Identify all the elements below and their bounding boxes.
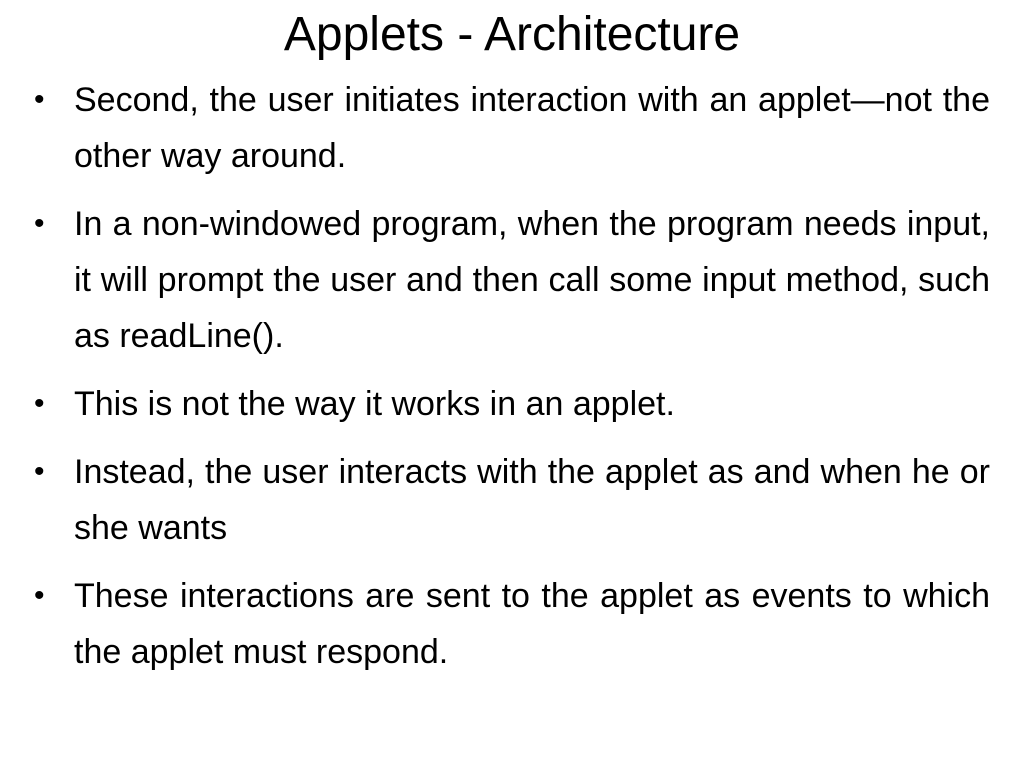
bullet-text: In a non-windowed program, when the program needs input, it will prompt the user and then call some input method, such as readLine(). — [74, 205, 990, 355]
bullet-text: These interactions are sent to the applet as events to which the applet must respond. — [74, 577, 990, 671]
bullet-item — [28, 444, 990, 556]
bullet-list — [28, 72, 990, 692]
bullet-text: Instead, the user interacts with the applet as and when he or she wants — [74, 453, 990, 547]
bullet-dot-icon: • — [34, 579, 45, 612]
bullet-dot-icon: • — [34, 387, 45, 420]
bullet-dot-icon: • — [34, 83, 45, 116]
slide-title: Applets - Architecture — [283, 8, 741, 61]
bullet-text: Second, the user initiates interaction with an applet—not the other way around. — [74, 81, 990, 175]
bullet-item — [28, 196, 990, 364]
bullet-dot-icon: • — [34, 455, 45, 488]
bullet-item — [28, 72, 990, 184]
bullet-dot-icon: • — [34, 207, 45, 240]
bullet-item — [28, 376, 990, 432]
bullet-item — [28, 568, 990, 680]
bullet-text: This is not the way it works in an applet. — [74, 385, 675, 423]
